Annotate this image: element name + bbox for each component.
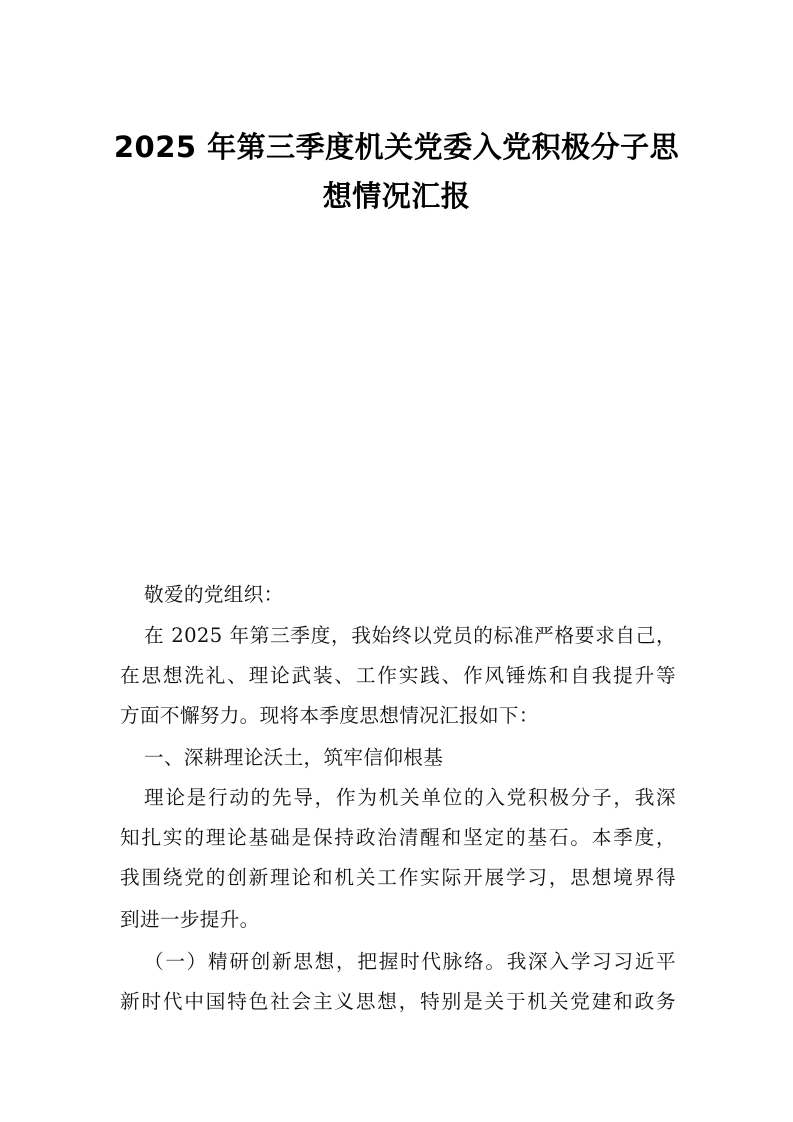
subsection-1-line-2: 新时代中国特色社会主义思想，特别是关于机关党建和政务 — [120, 990, 676, 1013]
intro-line-1: 在 2025 年第三季度，我始终以党员的标准严格要求自己， — [144, 624, 676, 647]
intro-line-2: 在思想洗礼、理论武装、工作实践、作风锤炼和自我提升等 — [120, 664, 676, 687]
subsection-1-line-1: （一）精研创新思想，把握时代脉络。我深入学习习近平 — [144, 950, 676, 973]
document-title-line-1: 2025 年第三季度机关党委入党积极分子思 — [113, 130, 680, 164]
section-1-line-3: 我围绕党的创新理论和机关工作实际开展学习，思想境界得 — [120, 866, 676, 889]
section-1-line-2: 知扎实的理论基础是保持政治清醒和坚定的基石。本季度， — [120, 826, 676, 849]
section-1-line-1: 理论是行动的先导，作为机关单位的入党积极分子，我深 — [144, 786, 676, 809]
section-1-line-4: 到进一步提升。 — [120, 908, 260, 931]
section-1-heading: 一、深耕理论沃土，筑牢信仰根基 — [144, 746, 444, 769]
intro-line-3: 方面不懈努力。现将本季度思想情况汇报如下： — [120, 704, 539, 727]
salutation: 敬爱的党组织： — [144, 583, 284, 606]
document-title-line-2: 想情况汇报 — [322, 179, 471, 213]
